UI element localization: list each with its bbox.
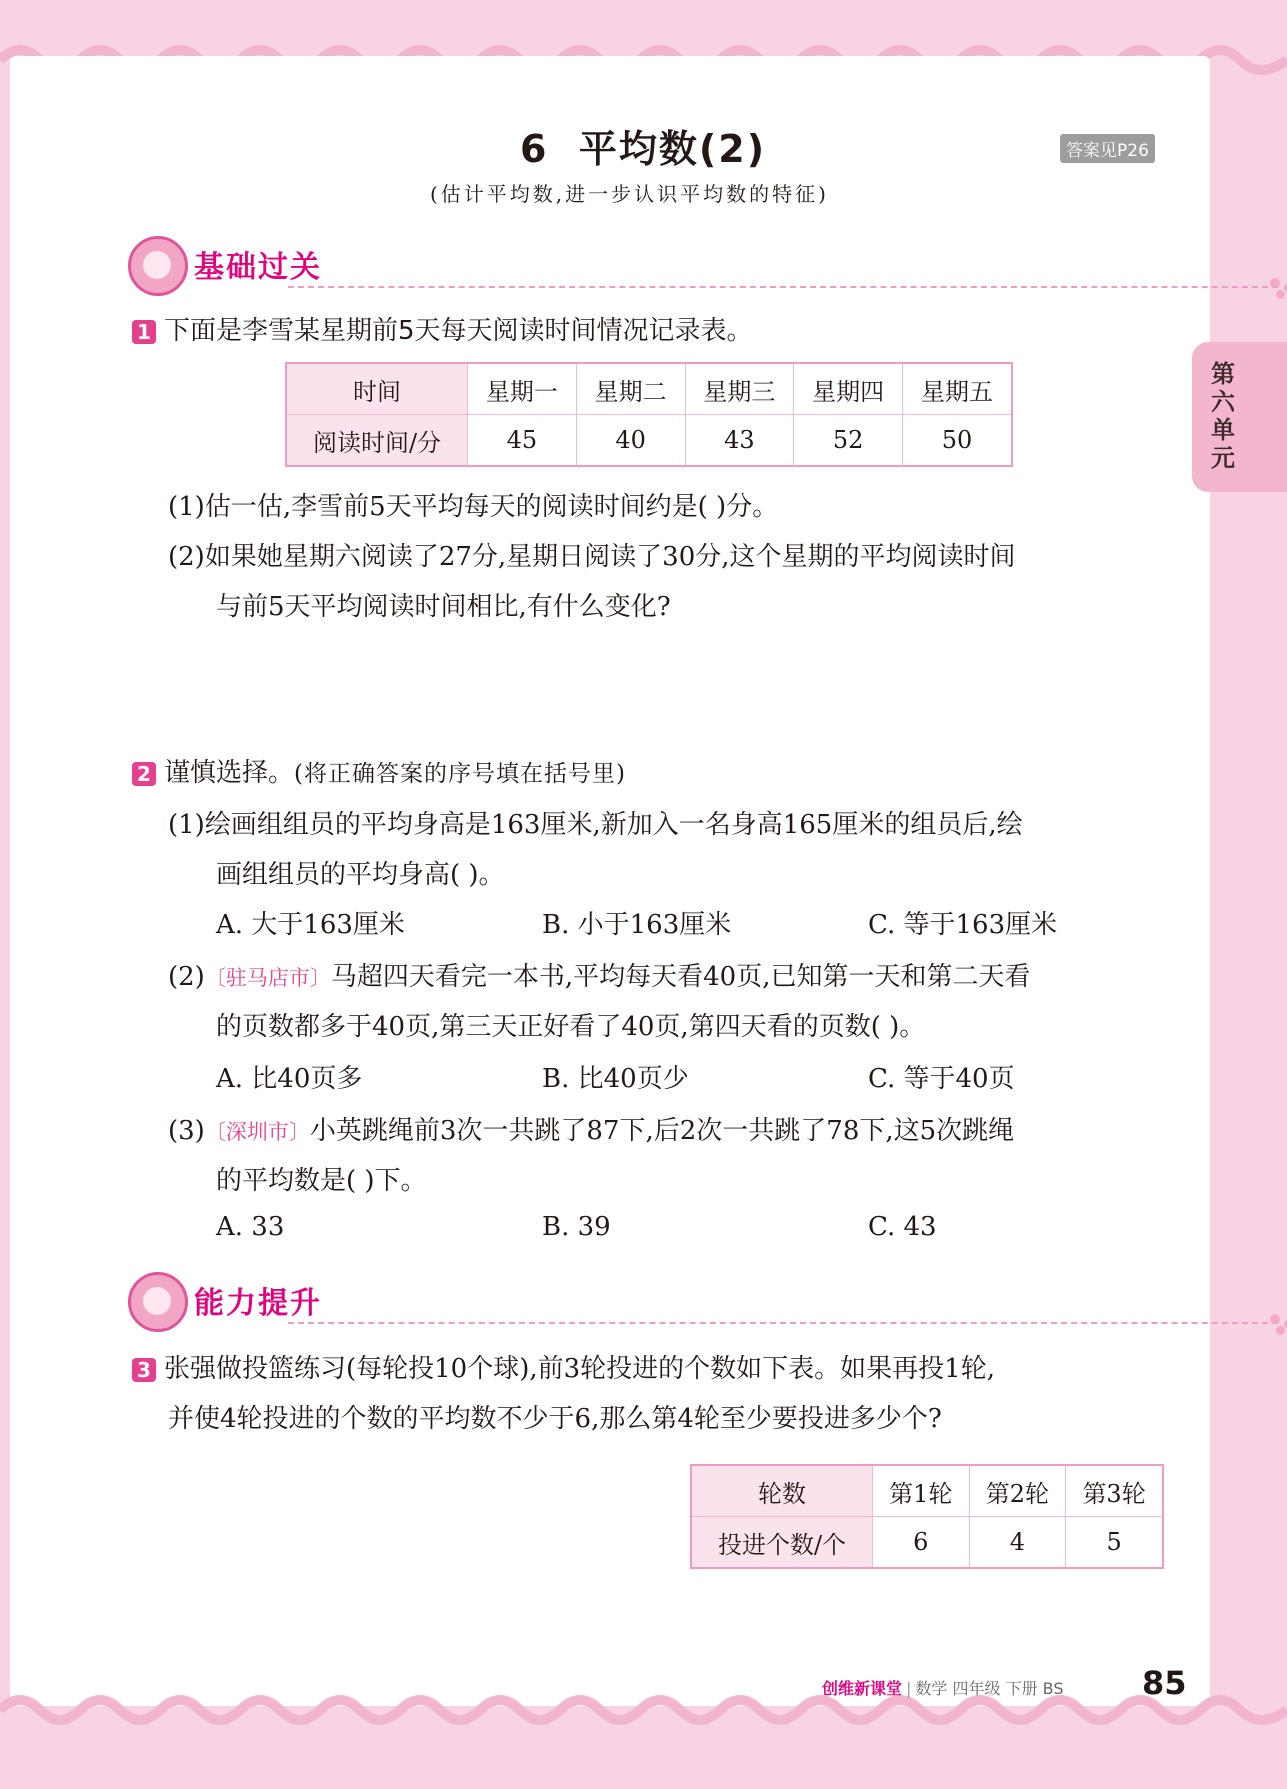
table-header-cell: 第3轮 <box>1066 1465 1163 1517</box>
decor-dot <box>1276 1326 1285 1335</box>
region-tag: 〔驻马店市〕 <box>204 966 331 990</box>
page-number: 85 <box>1142 1664 1187 1702</box>
decor-dot <box>1270 1314 1280 1324</box>
table-row <box>286 415 1012 467</box>
table-header-cell: 第2轮 <box>969 1465 1066 1517</box>
q2-p3-line2: 的平均数是( )下。 <box>216 1166 427 1196</box>
basketball-table <box>690 1464 1164 1569</box>
table-cell: 43 <box>685 415 794 467</box>
table-row <box>691 1517 1163 1569</box>
question-number-badge: 2 <box>132 762 156 786</box>
q2-p1-line1: (1)绘画组组员的平均身高是163厘米,新加入一名身高165厘米的组员后,绘 <box>168 810 1023 840</box>
option-a[interactable]: A. 33 <box>216 1212 285 1242</box>
dashed-divider <box>288 286 1278 288</box>
decor-dot <box>1270 278 1280 288</box>
question-text: 谨慎选择。 <box>164 758 295 788</box>
q2-p2-line2: 的页数都多于40页,第三天正好看了40页,第四天看的页数( )。 <box>216 1012 926 1042</box>
question-number-badge: 1 <box>132 320 156 344</box>
question-instruction: (将正确答案的序号填在括号里) <box>294 761 626 787</box>
q2-p3-text: 小英跳绳前3次一共跳了87下,后2次一共跳了78下,这5次跳绳 <box>309 1116 1015 1146</box>
table-row <box>286 363 1012 415</box>
table-header-cell: 星期一 <box>468 363 577 415</box>
wavy-border-bottom <box>0 1690 1287 1730</box>
q2-p2-prefix: (2) <box>168 962 205 992</box>
q2-p3-prefix: (3) <box>168 1116 205 1146</box>
table-header-cell: 第1轮 <box>873 1465 970 1517</box>
footer-brand: 创维新课堂 <box>822 1679 903 1698</box>
reading-time-table <box>285 362 1013 467</box>
question-2 <box>132 752 626 789</box>
decor-dot <box>1276 290 1285 299</box>
answer-reference-badge: 答案见P26 <box>1060 134 1155 163</box>
table-header-cell: 星期二 <box>576 363 685 415</box>
dashed-divider <box>288 1322 1278 1324</box>
table-row <box>691 1465 1163 1517</box>
table-cell: 52 <box>794 415 903 467</box>
option-b[interactable]: B. 小于163厘米 <box>542 910 732 940</box>
table-header-cell: 星期三 <box>685 363 794 415</box>
table-header-cell: 时间 <box>286 363 468 415</box>
unit-side-tab-label: 第六单元 <box>1211 360 1235 472</box>
page-subtitle: (估计平均数,进一步认识平均数的特征) <box>430 182 829 206</box>
region-tag: 〔深圳市〕 <box>204 1120 310 1144</box>
option-c[interactable]: C. 43 <box>868 1212 937 1242</box>
option-c[interactable]: C. 等于163厘米 <box>868 910 1058 940</box>
table-header-cell: 星期四 <box>794 363 903 415</box>
section-title: 基础过关 <box>194 250 322 285</box>
paper-sheet <box>10 56 1210 1706</box>
footer-info: 数学 四年级 下册 BS <box>915 1679 1064 1698</box>
q2-p3-line1 <box>168 1110 1014 1147</box>
option-b[interactable]: B. 比40页少 <box>542 1064 689 1094</box>
q2-p2-line1 <box>168 956 1030 993</box>
table-cell: 4 <box>969 1517 1066 1569</box>
q2-p1-line2: 画组组员的平均身高( )。 <box>216 860 505 890</box>
table-row-label: 阅读时间/分 <box>286 415 468 467</box>
q2-p2-text: 马超四天看完一本书,平均每天看40页,已知第一天和第二天看 <box>330 962 1031 992</box>
question-number-badge: 3 <box>132 1358 156 1382</box>
table-cell: 50 <box>903 415 1013 467</box>
section-title: 能力提升 <box>194 1286 322 1321</box>
q1-sub1: (1)估一估,李雪前5天平均每天的阅读时间约是( )分。 <box>168 492 779 522</box>
table-cell: 5 <box>1066 1517 1163 1569</box>
footer <box>822 1676 1064 1699</box>
q1-sub2-line1: (2)如果她星期六阅读了27分,星期日阅读了30分,这个星期的平均阅读时间 <box>168 542 1016 572</box>
question-text: 下面是李雪某星期前5天每天阅读时间情况记录表。 <box>164 316 753 346</box>
table-cell: 45 <box>468 415 577 467</box>
question-text-line1: 张强做投篮练习(每轮投10个球),前3轮投进的个数如下表。如果再投1轮, <box>164 1354 995 1384</box>
table-row-label: 投进个数/个 <box>691 1517 873 1569</box>
footer-separator: | <box>906 1679 912 1698</box>
option-a[interactable]: A. 大于163厘米 <box>216 910 405 940</box>
mascot-icon <box>128 236 188 296</box>
q1-sub2-line2: 与前5天平均阅读时间相比,有什么变化? <box>216 592 671 622</box>
page-title: 6 平均数(2) <box>520 127 767 171</box>
table-header-cell: 星期五 <box>903 363 1013 415</box>
question-1 <box>132 310 753 347</box>
mascot-icon <box>128 1272 188 1332</box>
question-text-line2: 并使4轮投进的个数的平均数不少于6,那么第4轮至少要投进多少个? <box>168 1404 942 1434</box>
question-3 <box>132 1348 995 1385</box>
section-basic <box>128 236 1178 296</box>
table-cell: 6 <box>873 1517 970 1569</box>
table-header-cell: 轮数 <box>691 1465 873 1517</box>
table-cell: 40 <box>576 415 685 467</box>
section-advanced <box>128 1272 1178 1332</box>
option-b[interactable]: B. 39 <box>542 1212 611 1242</box>
option-c[interactable]: C. 等于40页 <box>868 1064 1015 1094</box>
option-a[interactable]: A. 比40页多 <box>216 1064 363 1094</box>
